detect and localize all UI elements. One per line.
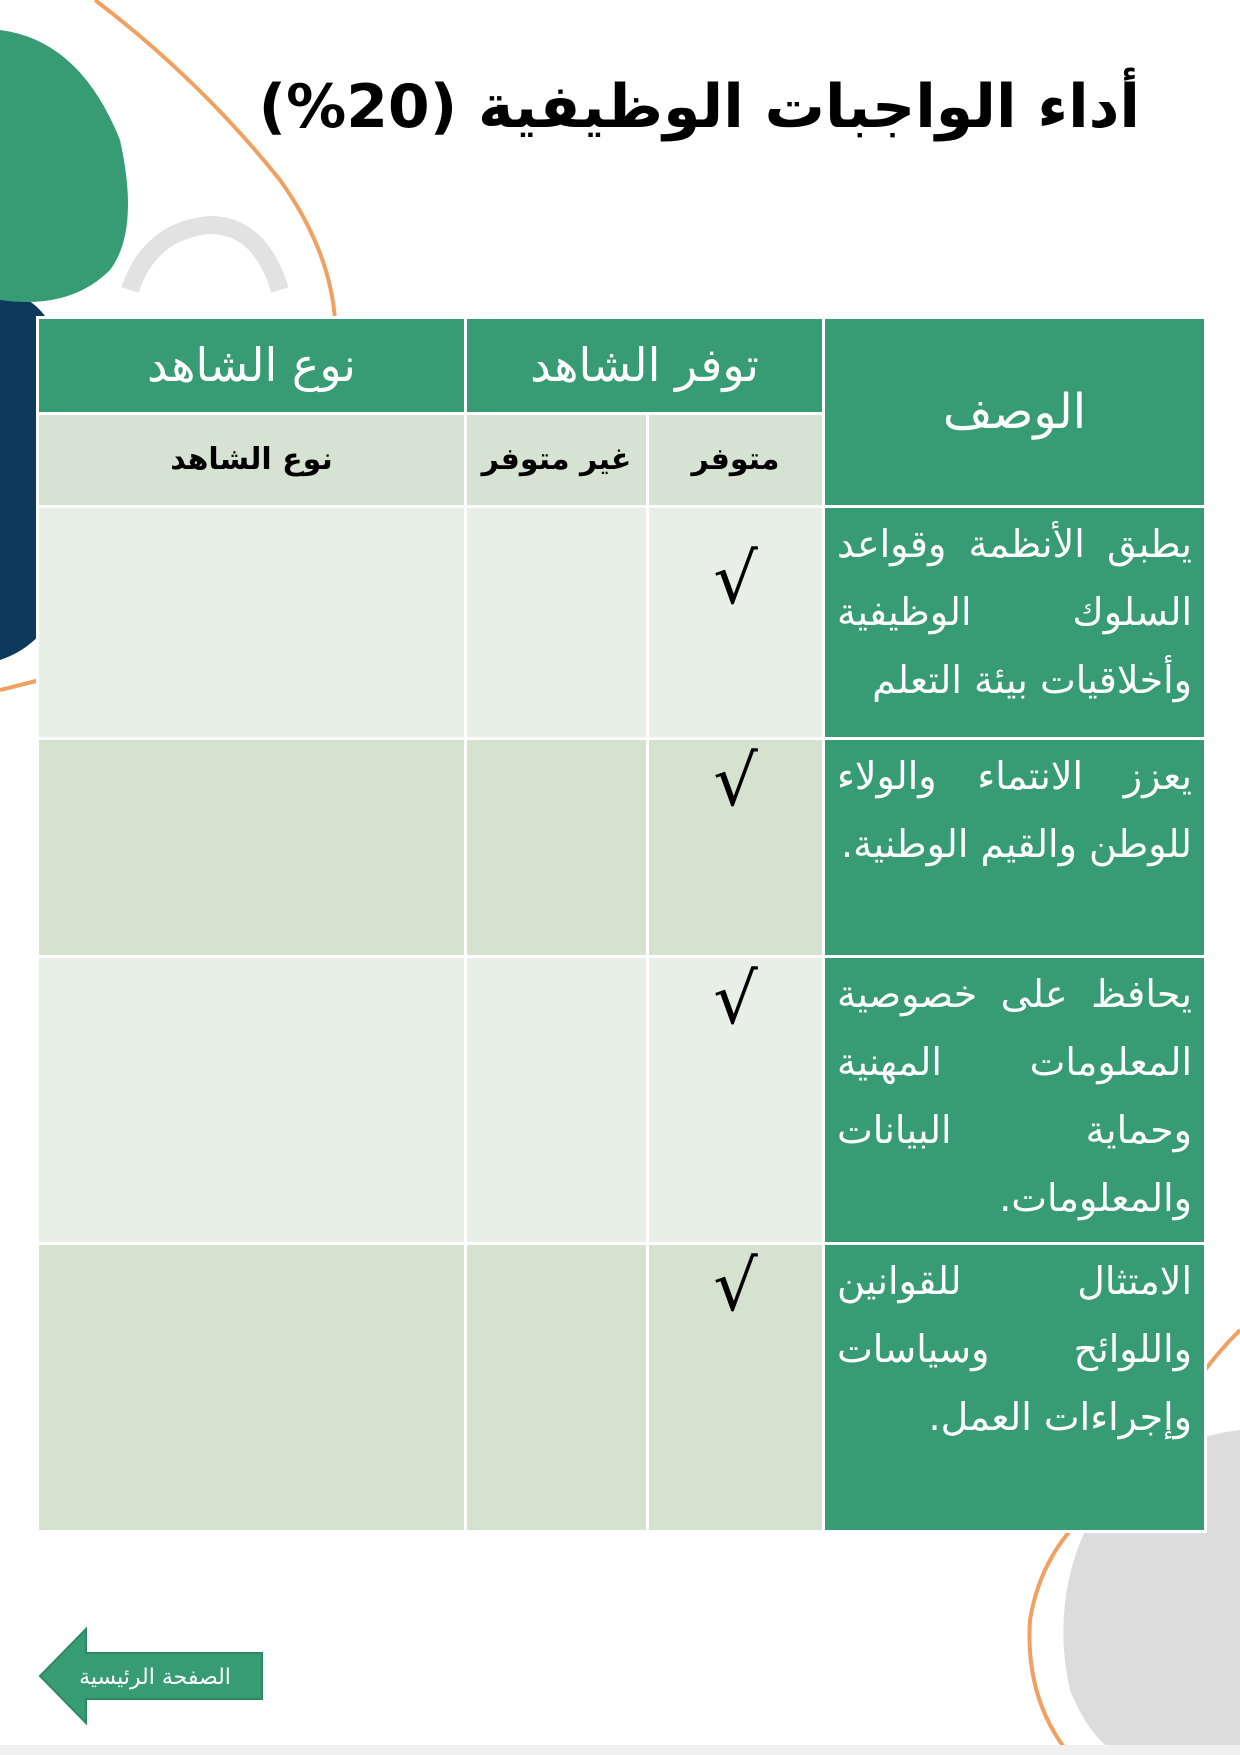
table-row xyxy=(38,957,1206,1244)
subheader-evidence-type: نوع الشاهد xyxy=(38,413,466,506)
home-button[interactable]: الصفحة الرئيسية xyxy=(79,1665,231,1690)
table-row xyxy=(38,1244,1206,1532)
subheader-available: متوفر xyxy=(648,413,824,506)
cell-not-available xyxy=(466,507,648,739)
header-availability: توفر الشاهد xyxy=(466,318,824,414)
cell-not-available xyxy=(466,739,648,957)
row-description: يعزز الانتماء والولاء للوطن والقيم الوطنية. xyxy=(824,739,1206,957)
cell-evidence-type xyxy=(38,1244,466,1532)
row-description: يطبق الأنظمة وقواعد السلوك الوظيفية وأخلاقيات بيئة التعلم xyxy=(824,507,1206,739)
header-description: الوصف xyxy=(824,318,1206,507)
page-title: أداء الواجبات الوظيفية (20%) xyxy=(258,72,1140,142)
cell-not-available xyxy=(466,1244,648,1532)
cell-not-available xyxy=(466,957,648,1244)
check-available: √ xyxy=(648,1244,824,1532)
cell-evidence-type xyxy=(38,507,466,739)
evidence-table xyxy=(36,316,1207,1533)
header-evidence-type: نوع الشاهد xyxy=(38,318,466,414)
check-available: √ xyxy=(648,507,824,739)
check-available: √ xyxy=(648,957,824,1244)
table-row xyxy=(38,739,1206,957)
row-description: الامتثال للقوانين واللوائح وسياسات وإجراءات العمل. xyxy=(824,1244,1206,1532)
row-description: يحافظ على خصوصية المعلومات المهنية وحماية البيانات والمعلومات. xyxy=(824,957,1206,1244)
cell-evidence-type xyxy=(38,957,466,1244)
check-available: √ xyxy=(648,739,824,957)
subheader-not-available: غير متوفر xyxy=(466,413,648,506)
table-row xyxy=(38,507,1206,739)
cell-evidence-type xyxy=(38,739,466,957)
